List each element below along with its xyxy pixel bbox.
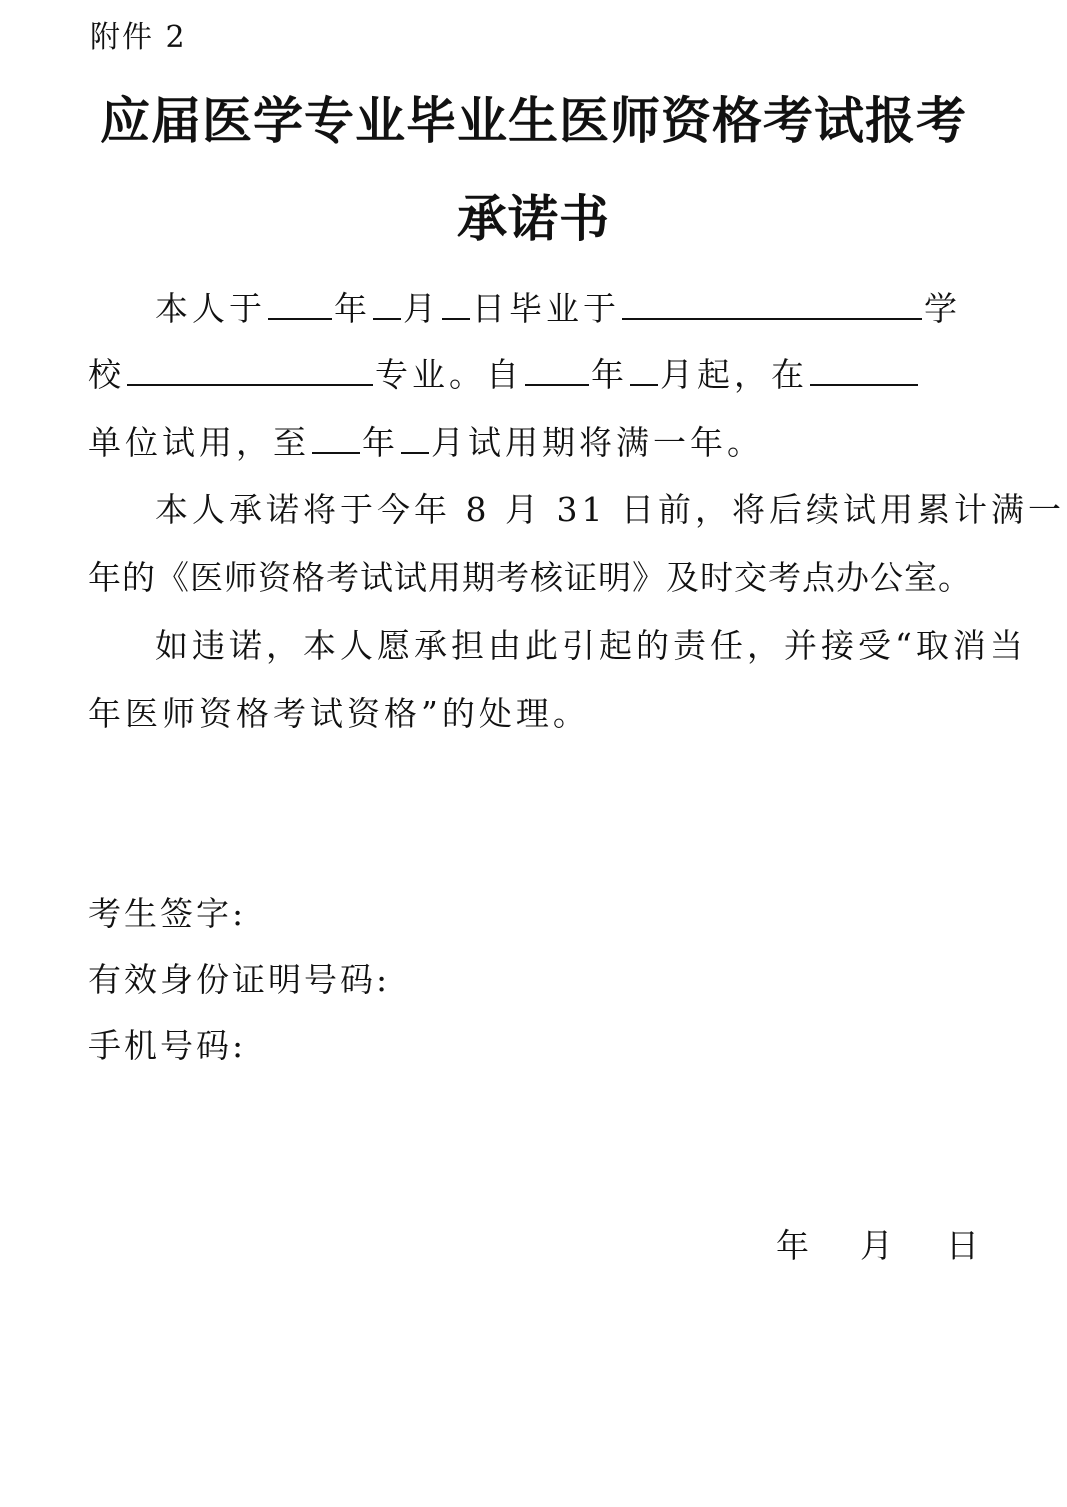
start-year-blank[interactable] (525, 352, 589, 386)
paragraph-1-line-3 (88, 420, 764, 465)
unit-name-blank[interactable] (810, 352, 918, 386)
paragraph-3-line-2: 年医师资格考试资格”的处理。 (88, 694, 590, 733)
text-segment: 学 (924, 289, 961, 328)
grad-day-blank[interactable] (442, 286, 470, 320)
text-segment: 单位试用，至 (88, 423, 310, 462)
text-segment: 日毕业于 (472, 289, 620, 328)
start-month-blank[interactable] (630, 352, 658, 386)
paragraph-1-line-2 (88, 352, 920, 397)
text-segment: 校 (88, 355, 125, 394)
major-blank[interactable] (127, 352, 373, 386)
attachment-label: 附件 2 (90, 20, 187, 55)
text-segment: 月 (403, 289, 440, 328)
id-number-label: 有效身份证明号码: (88, 960, 391, 999)
text-segment: 月试用期将满一年。 (431, 423, 764, 462)
end-year-blank[interactable] (312, 420, 360, 454)
school-name-blank[interactable] (622, 286, 922, 320)
text-segment: 专业。自 (375, 355, 523, 394)
grad-year-blank[interactable] (268, 286, 332, 320)
phone-number-label: 手机号码: (88, 1026, 247, 1065)
paragraph-1-line-1 (155, 286, 961, 331)
paragraph-2-line-2: 年的《医师资格考试试用期考核证明》及时交考点办公室。 (88, 558, 972, 597)
text-segment: 本人于 (155, 289, 266, 328)
paragraph-3-line-1: 如违诺，本人愿承担由此引起的责任，并接受“取消当 (155, 626, 1027, 665)
document-title-line-2: 承诺书 (457, 190, 610, 248)
date-day-label: 日 (946, 1226, 979, 1265)
grad-month-blank[interactable] (373, 286, 401, 320)
paragraph-2-line-1: 本人承诺将于今年 8 月 31 日前，将后续试用累计满一 (155, 490, 1065, 529)
text-segment: 年 (362, 423, 399, 462)
date-month-label: 月 (860, 1226, 893, 1265)
candidate-signature-label: 考生签字: (88, 894, 247, 933)
end-month-blank[interactable] (401, 420, 429, 454)
text-segment: 年 (334, 289, 371, 328)
document-title-line-1: 应届医学专业毕业生医师资格考试报考 (100, 92, 967, 150)
text-segment: 年 (591, 355, 628, 394)
date-year-label: 年 (776, 1226, 809, 1265)
text-segment: 月起，在 (660, 355, 808, 394)
